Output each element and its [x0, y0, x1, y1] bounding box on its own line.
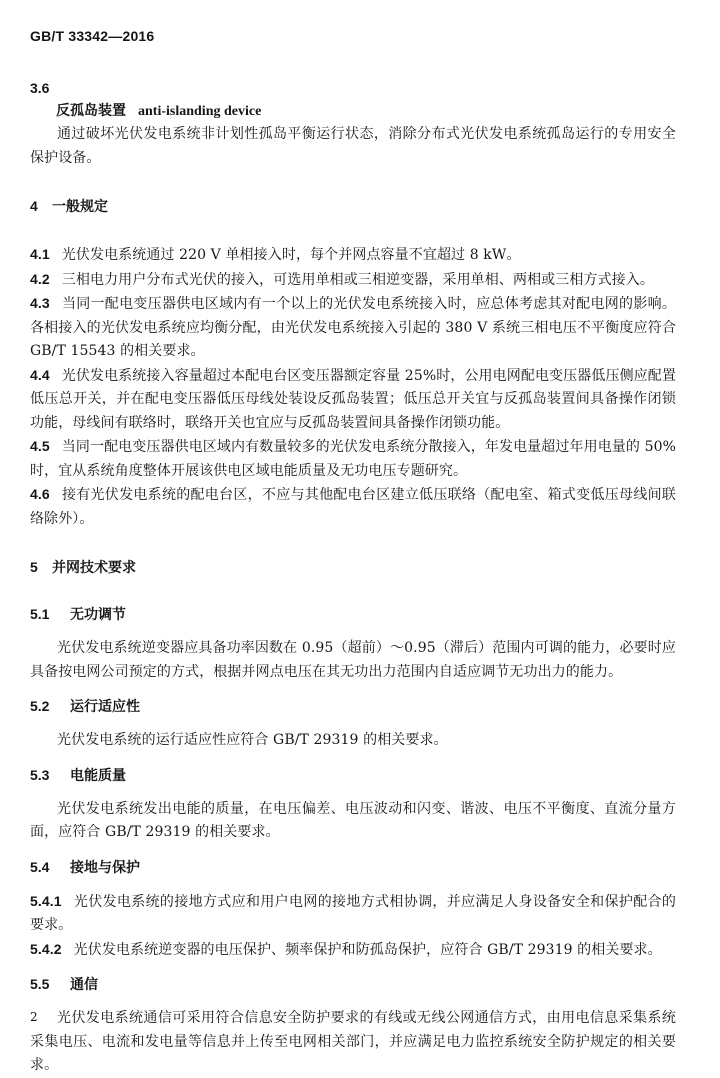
subsection-title: 运行适应性 [70, 699, 140, 715]
clause-5-4-2 [30, 938, 676, 963]
term-english: anti-islanding device [138, 104, 262, 119]
clause-4-1 [30, 243, 676, 268]
section-5 [30, 557, 676, 1078]
clause-text: 光伏发电系统逆变器的电压保护、频率保护和防孤岛保护，应符合 GB/T 29319 的相关要求。 [73, 941, 662, 958]
clause-number: 5.4.1 [30, 892, 62, 909]
subsection-number: 5.5 [30, 976, 50, 992]
standard-header: GB/T 33342—2016 [30, 28, 155, 44]
clause-number: 4.5 [30, 438, 50, 454]
subsection-text-5-3: 光伏发电系统发出电能的质量，在电压偏差、电压波动和闪变、谐波、电压不平衡度、直流分量方面，应符合 GB/T 29319 的相关要求。 [30, 800, 676, 840]
clause-text: 光伏发电系统通过 220 V 单相接入时，每个并网点容量不宜超过 8 kW。 [61, 247, 521, 263]
section-heading [30, 196, 676, 217]
clause-number: 4.6 [30, 486, 50, 502]
clause-4-4 [30, 364, 676, 436]
clause-text: 当同一配电变压器供电区域内有数量较多的光伏发电系统分散接入，年发电量超过年用电量的 50%时，宜从系统角度整体开展该供电区域电能质量及无功电压专题研究。 [30, 439, 676, 479]
clause-3-6 [30, 78, 676, 170]
subsection-heading-5-2 [30, 696, 676, 717]
section-title: 一般规定 [52, 199, 108, 215]
section-title: 并网技术要求 [52, 560, 136, 576]
subsection-title: 无功调节 [70, 607, 126, 623]
clause-text: 光伏发电系统的接地方式应和用户电网的接地方式相协调，并应满足人身设备安全和保护配合的要求。 [30, 893, 676, 933]
subsection-number: 5.2 [30, 698, 50, 714]
clause-number: 4.2 [30, 270, 50, 287]
subsection-title: 通信 [70, 977, 98, 993]
clause-4-3 [30, 292, 676, 364]
clause-text: 当同一配电变压器供电区域内有一个以上的光伏发电系统接入时，应总体考虑其对配电网的影响。各相接入的光伏发电系统应均衡分配，由光伏发电系统接入引起的 380 V 系统三相电压不平衡度应符合 GB/T 15543 的相关要求。 [30, 296, 676, 359]
page-number: 2 [30, 1010, 38, 1024]
subsection-heading-5-1 [30, 604, 676, 625]
term-line [56, 100, 676, 123]
subsection-text-5-2: 光伏发电系统的运行适应性应符合 GB/T 29319 的相关要求。 [57, 732, 448, 748]
section-4 [30, 196, 676, 531]
section-number: 4 [30, 198, 38, 214]
clause-4-6 [30, 483, 676, 531]
subsection-number: 5.4 [30, 858, 50, 875]
subsection-number: 5.3 [30, 766, 50, 783]
clause-number: 4.1 [30, 246, 50, 262]
subsection-text-5-1: 光伏发电系统逆变器应具备功率因数在 0.95（超前）～0.95（滞后）范围内可调的能力，必要时应具备按电网公司预定的方式，根据并网点电压在其无功出力范围内自适应调节无功出力的能力。 [30, 640, 676, 680]
clause-4-2 [30, 268, 676, 293]
term-chinese: 反孤岛装置 [56, 103, 126, 119]
subsection-title: 电能质量 [70, 767, 126, 784]
clause-number: 4.3 [30, 295, 50, 311]
clause-4-5 [30, 435, 676, 483]
term-definition: 通过破坏光伏发电系统非计划性孤岛平衡运行状态，消除分布式光伏发电系统孤岛运行的专用安全保护设备。 [30, 126, 676, 166]
subsection-heading-5-5 [30, 974, 676, 995]
clause-text: 三相电力用户分布式光伏的接入，可选用单相或三相逆变器，采用单相、两相或三相方式接入。 [61, 271, 654, 288]
clause-number: 5.4.2 [30, 940, 62, 957]
clause-text: 接有光伏发电系统的配电台区，不应与其他配电台区建立低压联络（配电室、箱式变低压母线间联络除外）。 [30, 487, 676, 527]
subsection-heading-5-3 [30, 765, 676, 786]
section-heading [30, 557, 676, 578]
section-number: 5 [30, 559, 38, 575]
clause-number: 4.4 [30, 366, 50, 383]
subsection-heading-5-4 [30, 857, 676, 878]
clause-number: 3.6 [30, 80, 50, 96]
subsection-text-5-5: 光伏发电系统通信可采用符合信息安全防护要求的有线或无线公网通信方式，由用电信息采集系统采集电压、电流和发电量等信息并上传至电网相关部门，并应满足电力监控系统安全防护规定的相关要求。 [30, 1010, 676, 1073]
clause-5-4-1 [30, 890, 676, 938]
clause-text: 光伏发电系统接入容量超过本配电台区变压器额定容量 25%时，公用电网配电变压器低压侧应配置低压总开关，并在配电变压器低压母线处装设反孤岛装置；低压总开关宜与反孤岛装置间具备操作闭锁功能，母线间有联络时，联络开关也宜应与反孤岛装置间具备操作闭锁功能。 [30, 367, 676, 431]
subsection-number: 5.1 [30, 606, 50, 622]
subsection-title: 接地与保护 [70, 859, 140, 876]
